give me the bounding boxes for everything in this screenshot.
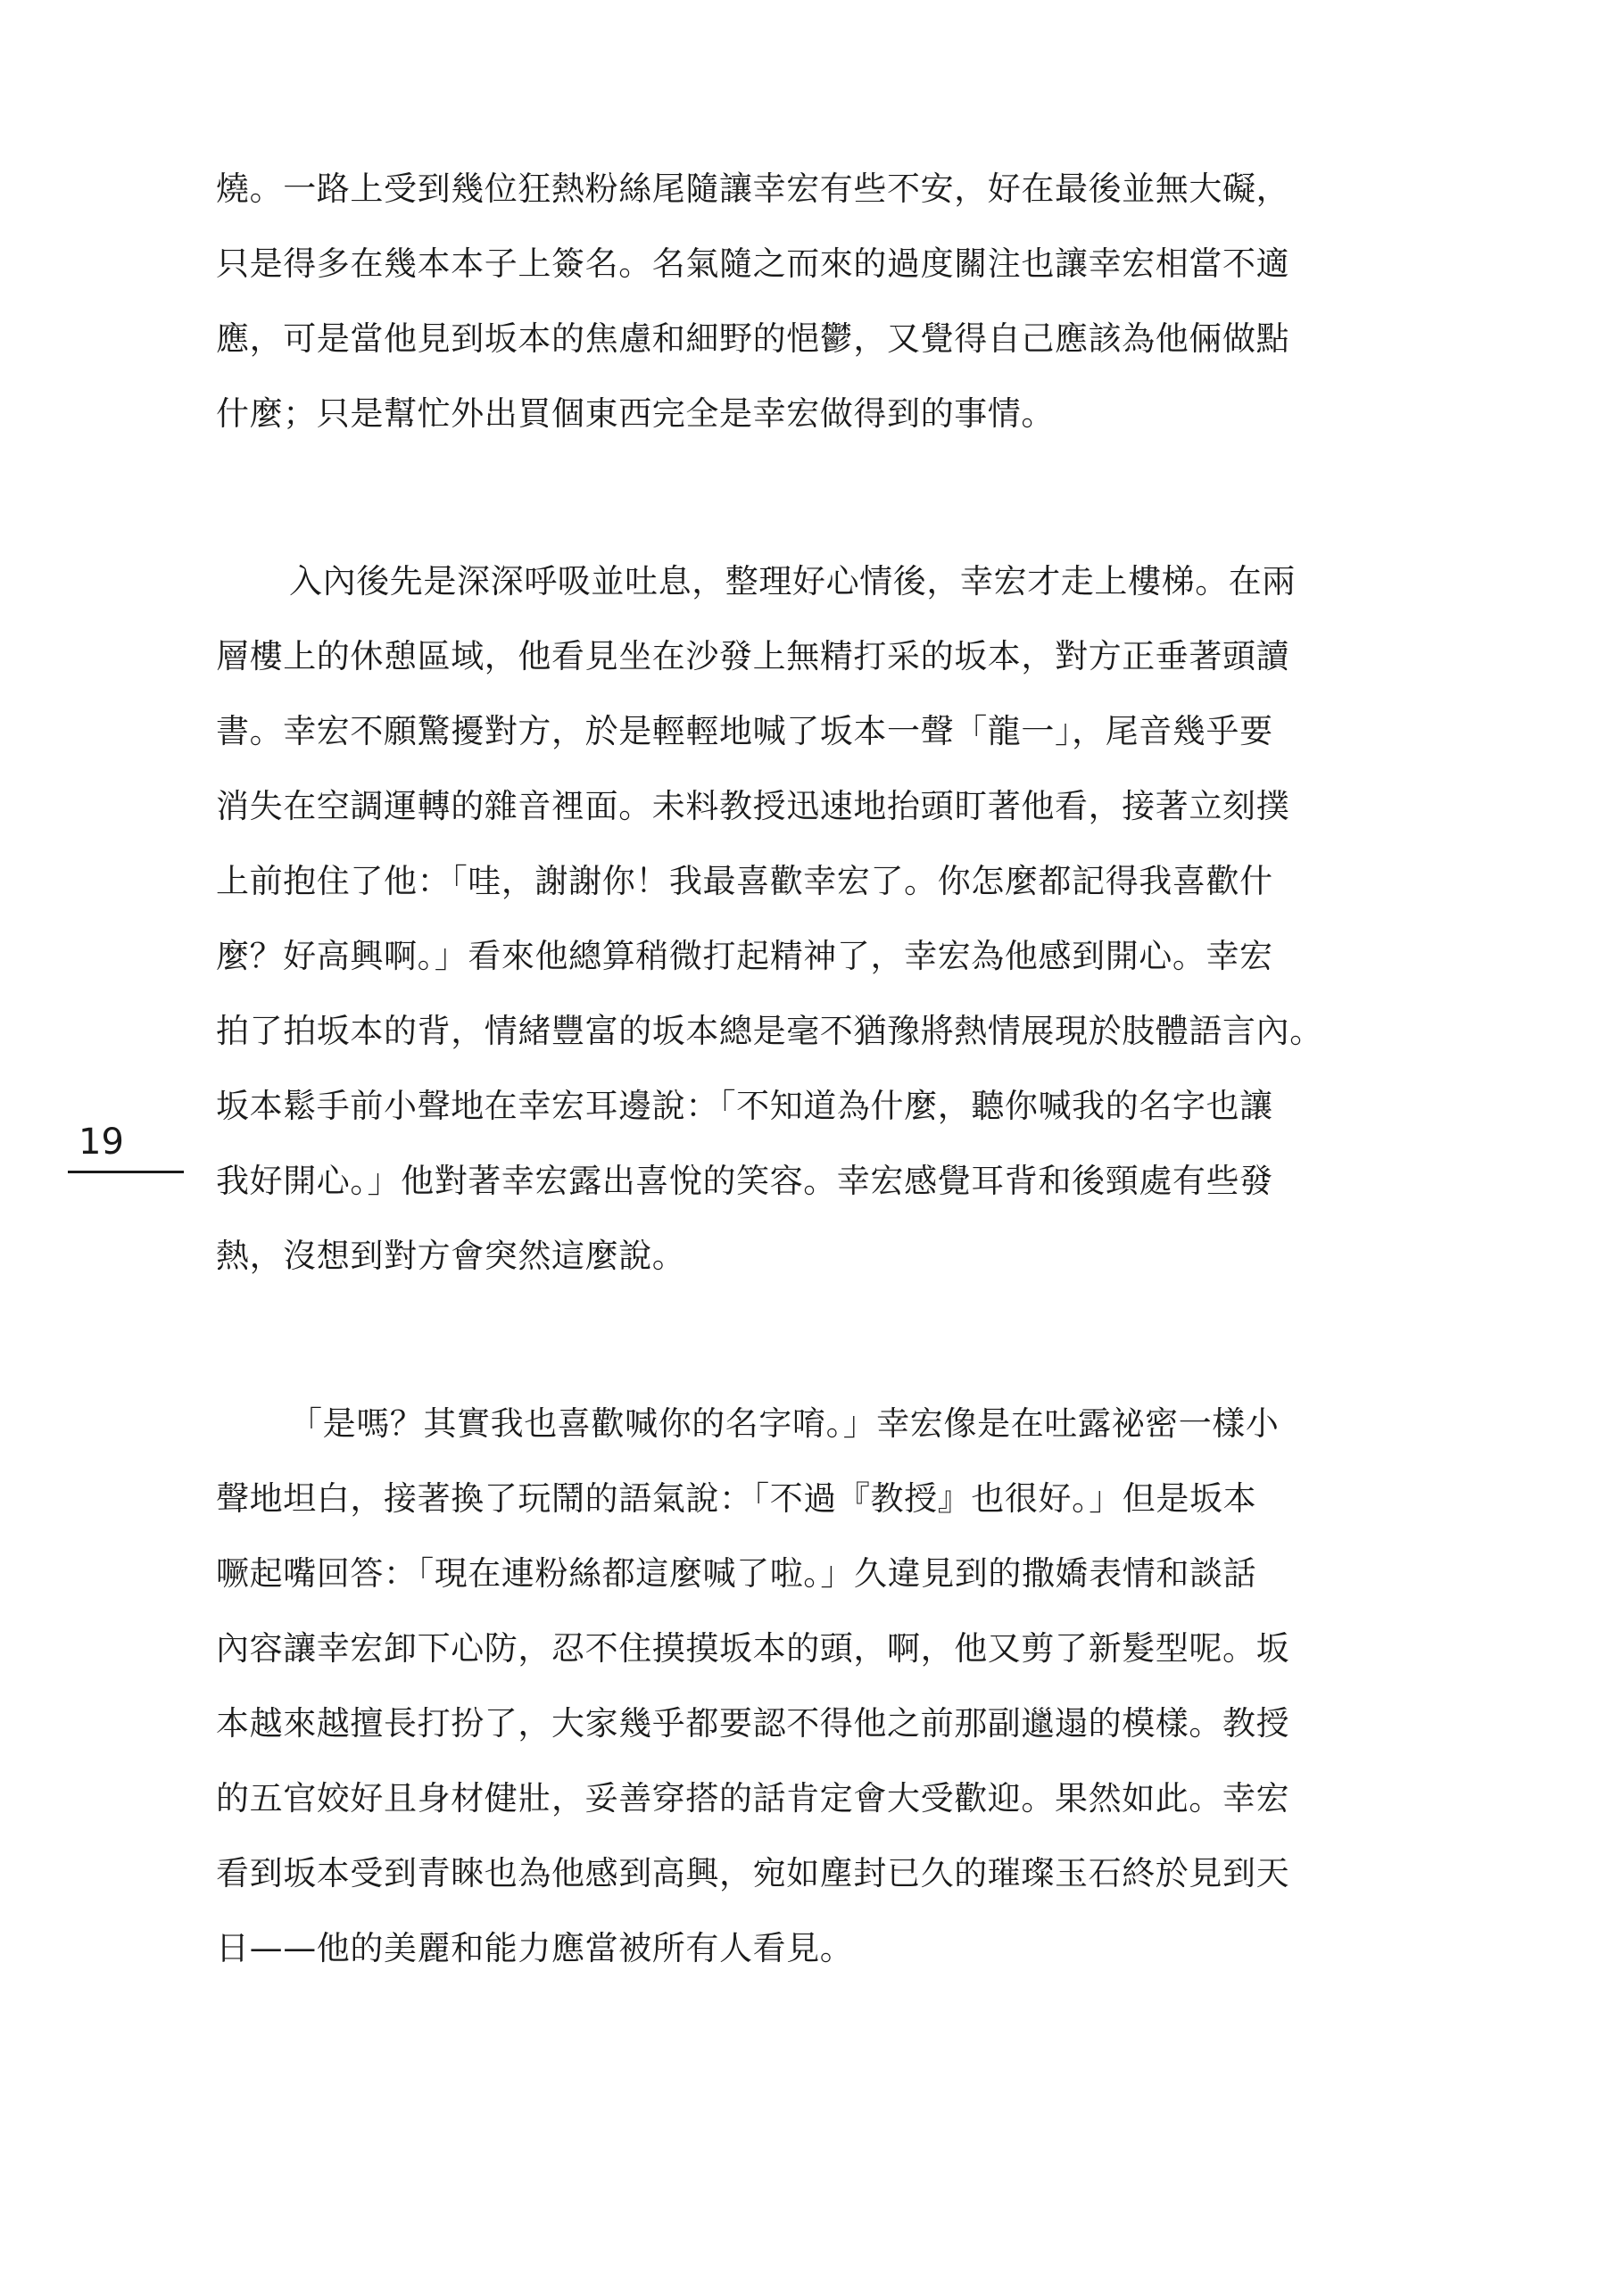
text-line: 本越來越擅長打扮了，大家幾乎都要認不得他之前那副邋遢的模樣。教授 xyxy=(216,1704,1290,1743)
text-line: 層樓上的休憩區域，他看見坐在沙發上無精打采的坂本，對方正垂著頭讀 xyxy=(216,637,1290,675)
text-line: 聲地坦白，接著換了玩鬧的語氣說：「不過『教授』也很好。」但是坂本 xyxy=(216,1479,1257,1518)
text-line: 熱，沒想到對方會突然這麼說。 xyxy=(216,1237,686,1275)
text-line: 麼？好高興啊。」看來他總算稍微打起精神了，幸宏為他感到開心。幸宏 xyxy=(216,937,1273,975)
text-line: 「是嗎？其實我也喜歡喊你的名字唷。」幸宏像是在吐露祕密一樣小 xyxy=(289,1404,1280,1443)
text-line: 上前抱住了他：「哇，謝謝你！我最喜歡幸宏了。你怎麼都記得我喜歡什 xyxy=(216,862,1273,900)
text-line: 拍了拍坂本的背，情緒豐富的坂本總是毫不猶豫將熱情展現於肢體語言內。 xyxy=(216,1012,1323,1050)
text-line: 什麼；只是幫忙外出買個東西完全是幸宏做得到的事情。 xyxy=(216,394,1055,433)
paragraph-3 xyxy=(216,1387,1465,1986)
paragraph-1 xyxy=(216,152,1465,451)
page-number-rule xyxy=(68,1171,184,1173)
text-line: 日——他的美麗和能力應當被所有人看見。 xyxy=(216,1929,854,1967)
text-line: 噘起嘴回答：「現在連粉絲都這麼喊了啦。」久違見到的撒嬌表情和談話 xyxy=(216,1554,1257,1593)
paragraph-2 xyxy=(216,544,1465,1294)
text-line: 內容讓幸宏卸下心防，忍不住摸摸坂本的頭，啊，他又剪了新髮型呢。坂 xyxy=(216,1629,1290,1668)
paragraph-gap xyxy=(216,1294,1465,1387)
text-line: 入內後先是深深呼吸並吐息，整理好心情後，幸宏才走上樓梯。在兩 xyxy=(289,562,1296,600)
body-text xyxy=(216,152,1465,1986)
text-line: 坂本鬆手前小聲地在幸宏耳邊說：「不知道為什麼，聽你喊我的名字也讓 xyxy=(216,1087,1273,1125)
text-line: 看到坂本受到青睞也為他感到高興，宛如塵封已久的璀璨玉石終於見到天 xyxy=(216,1854,1290,1892)
text-line: 只是得多在幾本本子上簽名。名氣隨之而來的過度關注也讓幸宏相當不適 xyxy=(216,244,1290,283)
text-line: 消失在空調運轉的雜音裡面。未料教授迅速地抬頭盯著他看，接著立刻撲 xyxy=(216,787,1290,825)
text-line: 燒。一路上受到幾位狂熱粉絲尾隨讓幸宏有些不安，好在最後並無大礙， xyxy=(216,170,1290,208)
page-number: 19 xyxy=(79,1122,124,1163)
text-line: 我好開心。」他對著幸宏露出喜悅的笑容。幸宏感覺耳背和後頸處有些發 xyxy=(216,1162,1273,1200)
text-line: 應，可是當他見到坂本的焦慮和細野的悒鬱，又覺得自己應該為他倆做點 xyxy=(216,319,1290,358)
text-line: 書。幸宏不願驚擾對方，於是輕輕地喊了坂本一聲「龍一」，尾音幾乎要 xyxy=(216,712,1273,750)
text-line: 的五官姣好且身材健壯，妥善穿搭的話肯定會大受歡迎。果然如此。幸宏 xyxy=(216,1779,1290,1817)
paragraph-gap xyxy=(216,451,1465,544)
